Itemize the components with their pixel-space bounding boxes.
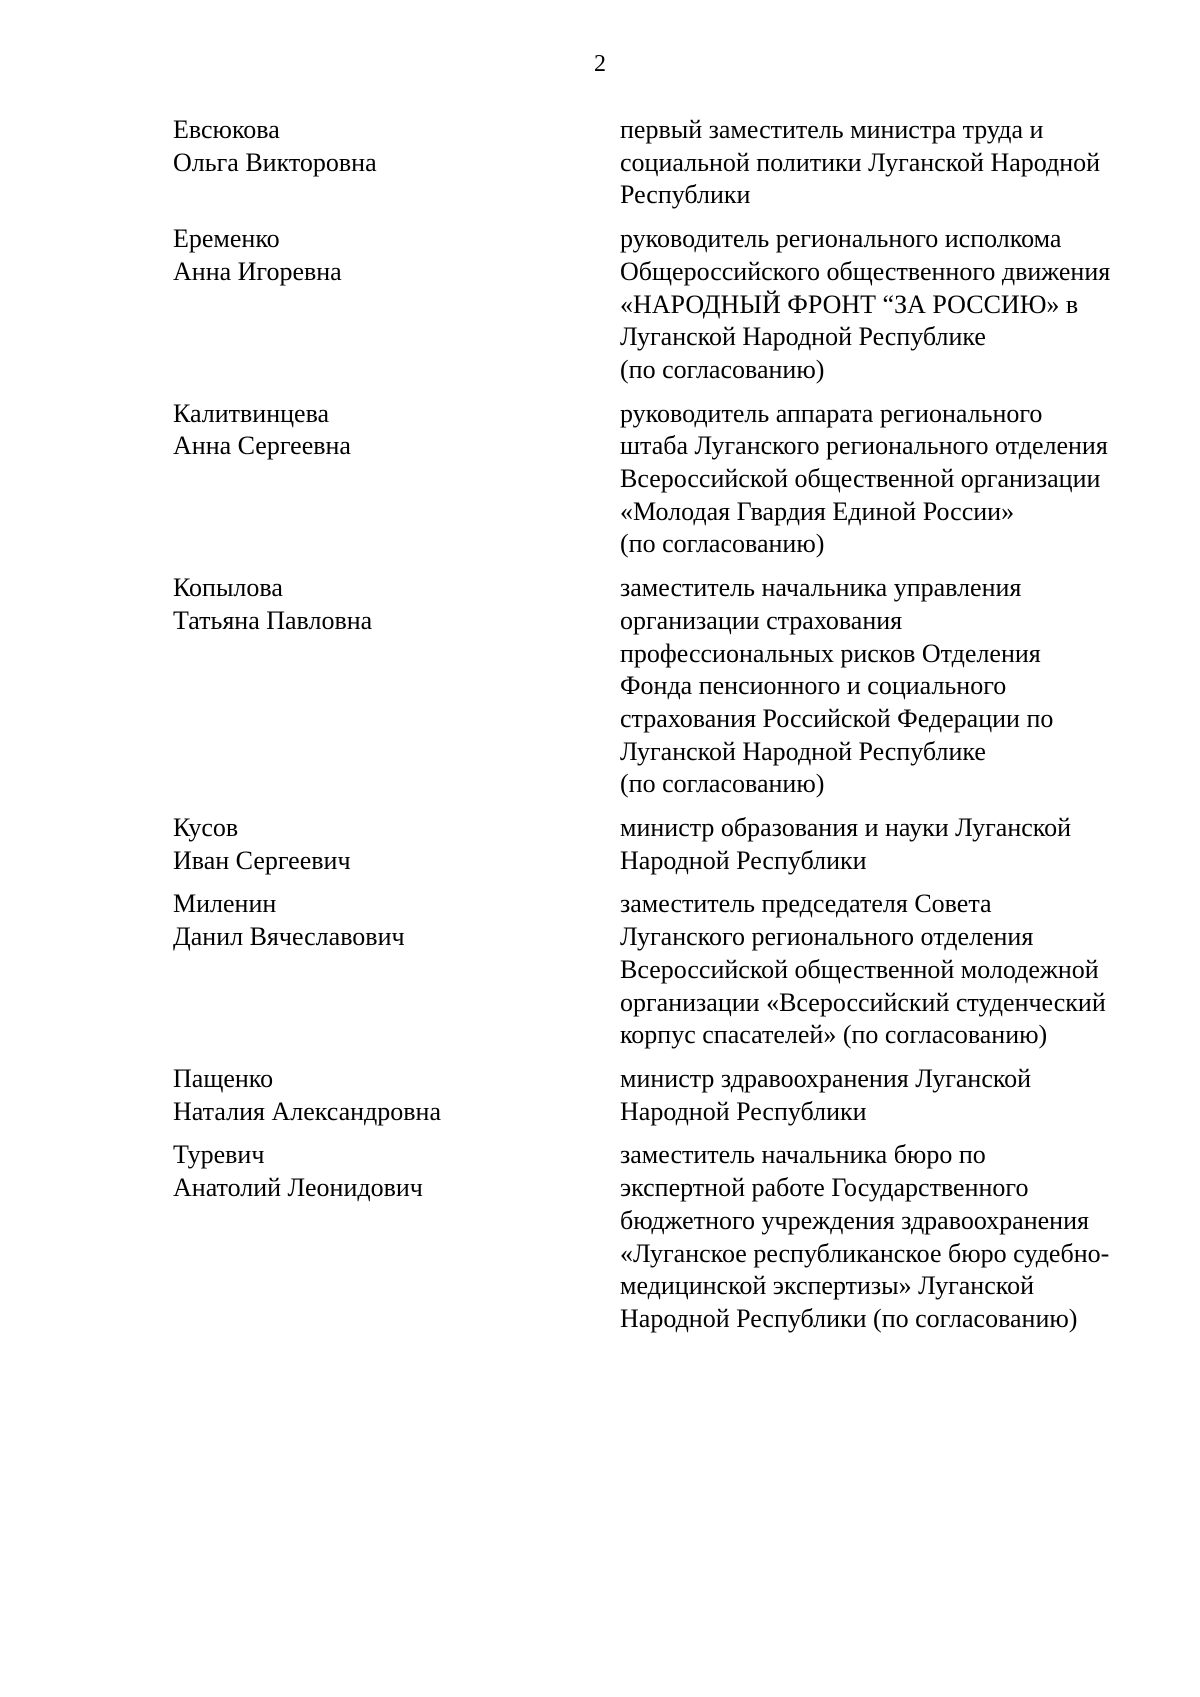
position-line: Республики	[620, 180, 751, 210]
member-given-names: Данил Вячеславович	[173, 922, 405, 952]
position-line: министр образования и науки Луганской	[620, 813, 1072, 843]
member-position	[620, 398, 1173, 562]
member-name	[173, 1139, 620, 1335]
member-given-names: Иван Сергеевич	[173, 845, 351, 875]
member-name	[173, 398, 620, 562]
member-given-names: Анна Игоревна	[173, 256, 342, 286]
member-surname: Евсюкова	[173, 115, 280, 144]
position-line: бюджетного учреждения здравоохранения	[620, 1205, 1089, 1235]
member-row	[173, 1063, 1173, 1128]
member-row	[173, 398, 1173, 562]
member-surname: Туревич	[173, 1140, 265, 1170]
position-line: (по согласованию)	[620, 354, 825, 384]
member-position	[620, 1139, 1173, 1335]
member-name	[173, 812, 620, 877]
member-position	[620, 114, 1173, 212]
position-line: Луганской Народной Республике	[620, 736, 986, 766]
position-line: руководитель регионального исполкома	[620, 224, 1062, 254]
position-line: штаба Луганского регионального отделения	[620, 431, 1108, 461]
position-line: Луганской Народной Республике	[620, 322, 986, 352]
member-surname: Копылова	[173, 573, 283, 603]
member-surname: Калитвинцева	[173, 398, 330, 428]
position-line: заместитель начальника управления	[620, 573, 1022, 603]
member-surname: Пащенко	[173, 1063, 274, 1093]
member-surname: Еременко	[173, 224, 280, 254]
position-line: министр здравоохранения Луганской	[620, 1063, 1032, 1093]
member-given-names: Татьяна Павловна	[173, 605, 373, 635]
member-given-names: Ольга Викторовна	[173, 147, 377, 177]
members-list	[173, 114, 1173, 1347]
position-line: «НАРОДНЫЙ ФРОНТ “ЗА РОССИЮ» в	[620, 289, 1079, 319]
member-position	[620, 812, 1173, 877]
position-line: страхования Российской Федерации по	[620, 703, 1054, 733]
member-given-names: Наталия Александровна	[173, 1096, 441, 1126]
page-number: 2	[594, 51, 606, 77]
position-line: Всероссийской общественной организации	[620, 464, 1101, 494]
position-line: заместитель председателя Совета	[620, 889, 992, 919]
position-line: «Луганское республиканское бюро судебно-	[620, 1238, 1110, 1268]
position-line: социальной политики Луганской Народной	[620, 147, 1101, 177]
position-line: заместитель начальника бюро по	[620, 1140, 986, 1170]
position-line: корпус спасателей» (по согласованию)	[620, 1020, 1048, 1050]
position-line: Общероссийского общественного движения	[620, 256, 1111, 286]
position-line: Народной Республики	[620, 845, 867, 875]
member-name	[173, 572, 620, 801]
member-position	[620, 888, 1173, 1052]
member-row	[173, 223, 1173, 387]
member-given-names: Анатолий Леонидович	[173, 1173, 423, 1203]
member-given-names: Анна Сергеевна	[173, 431, 351, 461]
position-line: профессиональных рисков Отделения	[620, 638, 1041, 668]
member-row	[173, 888, 1173, 1052]
position-line: Народной Республики	[620, 1096, 867, 1126]
position-line: «Молодая Гвардия Единой России»	[620, 496, 1015, 526]
position-line: (по согласованию)	[620, 769, 825, 799]
member-position	[620, 572, 1173, 801]
position-line: организации страхования	[620, 605, 903, 635]
member-name	[173, 888, 620, 1052]
member-name	[173, 223, 620, 387]
position-line: руководитель аппарата регионального	[620, 398, 1043, 428]
member-row	[173, 114, 1173, 212]
position-line: организации «Всероссийский студенческий	[620, 987, 1106, 1017]
member-name	[173, 114, 620, 212]
member-position	[620, 1063, 1173, 1128]
position-line: Фонда пенсионного и социального	[620, 671, 1007, 701]
position-line: экспертной работе Государственного	[620, 1173, 1029, 1203]
member-row	[173, 572, 1173, 801]
position-line: медицинской экспертизы» Луганской	[620, 1271, 1034, 1301]
position-line: первый заместитель министра труда и	[620, 115, 1044, 144]
member-surname: Кусов	[173, 813, 239, 843]
member-surname: Миленин	[173, 889, 277, 919]
position-line: (по согласованию)	[620, 529, 825, 559]
member-position	[620, 223, 1173, 387]
position-line: Народной Республики (по согласованию)	[620, 1303, 1078, 1333]
position-line: Всероссийской общественной молодежной	[620, 954, 1099, 984]
member-name	[173, 1063, 620, 1128]
member-row	[173, 812, 1173, 877]
member-row	[173, 1139, 1173, 1335]
position-line: Луганского регионального отделения	[620, 922, 1034, 952]
